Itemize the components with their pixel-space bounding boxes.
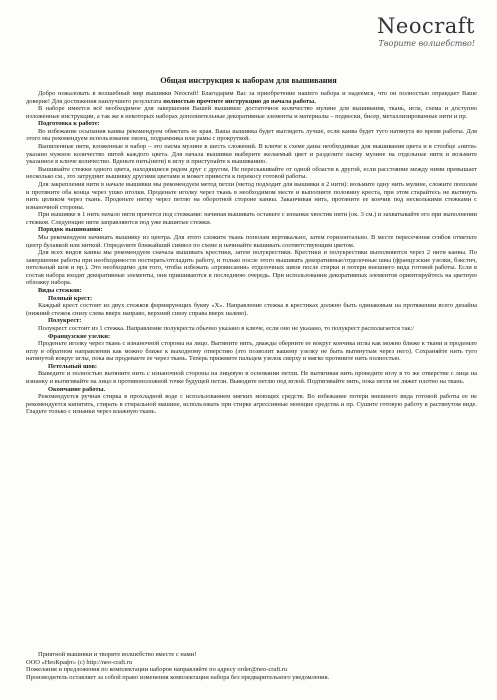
footer-greeting: Приятной вышивки и творите волшебство вместе с нами! [38, 651, 197, 658]
order-paragraph: Для всех видов канвы мы рекомендуем сначала вышивать крестики, затем полукрестики. Крестики и полукрестики выполняются через 2 нити канвы. По завершении работы при необходимости постирать/отгладить работу, и только после этого вышивать декоративные/отделочные швы (французские узелки, бэкстич, петельный шов и пр.). Это необходимо для того, чтобы избежать «провисания» отделочных швов после стирки и потери внешнего вида готовой работы. Если в состав набора входят декоративные элементы, они пришиваются в последнюю очередь. При использовании декоративных элементов ориентируйтесь на цветную обложку набора. [26, 249, 477, 287]
half-cross-heading: Полукрест: [48, 317, 82, 325]
footer-company: ООО «НеоКрафт» (с) http://neo-craft.ru [26, 658, 133, 666]
prep-paragraph: При вышивке в 1 нить начало нити прячется под стежками: начиная вышивать оставьте с изнанки хвостик нити (ок. 3 см.) и захватывайте его при выполнении стежков. Следующие нити заправляются под уже вышитые стежки. [26, 211, 477, 226]
document-title: Общая инструкция к наборам для вышивания [160, 76, 337, 85]
intro-paragraph [26, 90, 477, 105]
stitches-heading: Виды стежков: [38, 287, 82, 295]
prep-paragraph: Во избежание осыпания канвы рекомендуем обметать ее края. Ваша вышивка будет выглядеть лучше, если канва будет туго натянута во время работы. Для этого мы рекомендуем использование пялец, подрамника или рамы с прокруткой. [26, 127, 477, 143]
brand-tagline: Творите волшебство! [378, 39, 475, 48]
full-cross-heading: Полный крест: [48, 294, 93, 302]
brand-logo [377, 14, 475, 48]
intro-text: Добро пожаловать в волшебный мир вышивки Neocraft! Благодарим Вас за приобретение нашего набора и надеемся, что он полностью оправдает Ваше доверие! Для достижения наилучшего результата [26, 90, 477, 105]
prep-paragraph: Для закрепления нити в начале вышивки мы рекомендуем метод петли (метод подходит для вышивки в 2 нити): возьмите одну нить мулине, сложите пополам и протяните оба конца через ушко иголки. Проденьте иголку через ткань в необходимом месте и выполните половину креста, при этом старайтесь не вытянуть нить целиком через ткань. Проденьте нитку через петлю на оборотной стороне канвы. Заканчивая нить, протяните ее кончик под несколькими стежками с изнаночной стороны. [26, 180, 477, 211]
finish-heading: Окончание работы. [48, 385, 106, 393]
document-body [26, 90, 477, 416]
prep-paragraph: Вышивайте стежки одного цвета, находящиеся рядом друг с другом. Не перескакивайте от одной области к другой, если расстояние между ними превышает несколько см., это затруднит вышивку другими цветами и может привести к перекосу готовой работы. [26, 165, 477, 181]
footer-disclaimer: Производитель оставляет за собой право изменения комплектации набора без предварительного уведомления. [26, 673, 330, 681]
intro-contents-paragraph: В наборе имеется всё необходимое для завершения Вашей вышивки: достаточное количество мулине для вышивания, ткань, игла, схема и доступно изложенные инструкции, а так же в некоторых наборах дополнительные декоративные элементы и материалы – подвески, бисер, металлизированные нити и пр. [26, 105, 477, 120]
full-cross-text: Каждый крест состоит из двух стежков формирующих букву «Х». Направление стежка в крестиках должно быть одинаковым на протяжении всего дизайна (нижний стежок снизу слева вверх направо, верхний снизу справа вверх налево). [26, 302, 477, 317]
loop-stitch-text: Выведите и полностью вытяните нить с изнаночной стороны на лицевую в основании петли. Не вытягивая нить проведите иглу в то же отверстие с лица на изнанку и вытягивайте на лицо в противоположной точке будущей петли. Выводите петлю под иглой. Подтягивайте нить, пока петля не ляжет плотно на ткань. [26, 370, 477, 385]
french-knots-text: Проденьте иголку через ткань с изнаночной стороны на лицо. Вытяните нить, дважды оберните ее вокруг кончика иглы как можно ближе к ткани и проденьте иглу в обратном направлении как можно ближе к выходному отверстию (это позволит вашему узелку не быть вытянутым через него). Сохраняйте нить туго натянутой вокруг иглы, пока вы продеваете ее через ткань. Теперь прижмите пальцем узелок сверху и мягко протяните нить полностью. [26, 340, 477, 363]
prep-paragraph: Выпиленные нити, вложенные в набор – это пасма мулине в шесть сложений. В ключе к схеме даны необходимые для вышивания цвета и в столбце «нити» указано нужное количество нитей каждого цвета. Для начала вышивки выберите желаемый цвет и разделите пасму мулине на отдельные нити и возьмите указанное в ключе количество. Вденьте нить(нити) в иглу и приступайте к вышиванию. [26, 143, 477, 166]
order-paragraph: Мы рекомендуем начинать вышивку из центра. Для этого сложите ткань пополам вертикально, затем горизонтально. В месте пересечения сгибов отметьте центр булавкой или ниткой. Определите ближайший символ по схеме и начинайте вышивать соответствующим цветом. [26, 233, 477, 249]
finish-text: Рекомендуется ручная стирка в прохладной воде с использованием мягких моющих средств. Во избежание потери внешнего вида готовой работы ее не рекомендуется кипятить, стирать в стиральной машине, использовать при стирке агрессивные моющие средства и пр. Сушите готовую работу в растянутом виде. Гладьте только с изнанки через влажную ткань. [26, 393, 477, 416]
footer-feedback: Пожелания и предложения по комплектации наборов направляйте по адресу order@neo-craft.ru [26, 666, 288, 674]
prep-heading: Подготовка к работе: [38, 120, 100, 128]
document-footer [26, 651, 477, 681]
order-heading: Порядок вышивания: [38, 226, 103, 234]
loop-stitch-heading: Петельный шов: [48, 362, 98, 370]
brand-name: Neocraft [377, 14, 475, 38]
half-cross-text: Полукрест состоит из 1 стежка. Направление полукреста обычно указано в ключе, если оно не указано, то полукрест располагается так:/ [38, 324, 415, 332]
intro-bold-text: полностью прочтите инструкцию до начала работы. [163, 97, 316, 105]
french-knots-heading: Французские узелки: [48, 332, 111, 340]
